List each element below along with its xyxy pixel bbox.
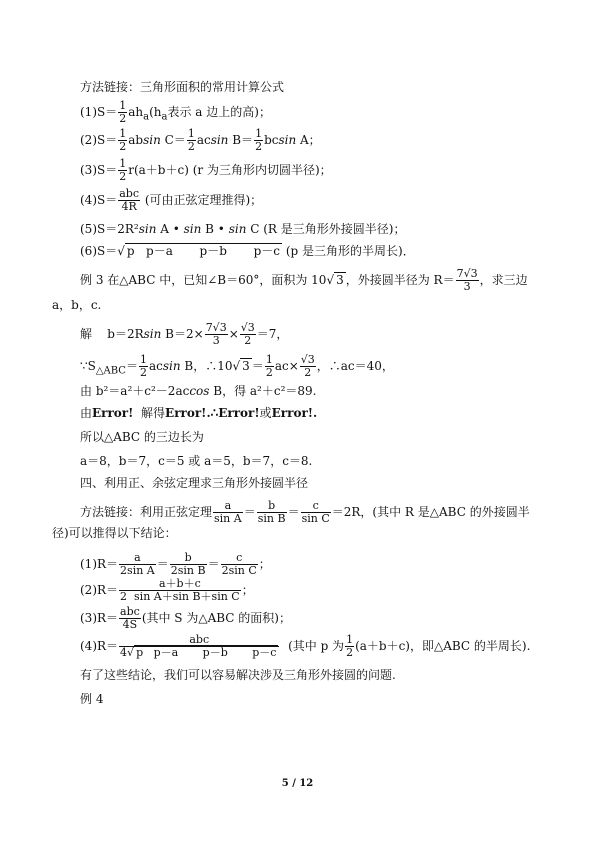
formula-5: (5)S＝2R²sin A • sin B • sin C (R 是三角形外接圆半径)； [80, 222, 406, 236]
example3-solution-2: $\because S_{\triangle ABC}=$ $\frac{1}{2}$ acsin B，∴10√ 3 ＝ $\frac{1}{2}$ ac× $\frac{√3}{2}$ ，∴ac＝40， [80, 353, 394, 379]
section4-closing: 有了这些结论，我们可以容易解决涉及三角形外接圆的问题. [80, 668, 396, 682]
example3-prompt: 例 3 在△ABC 中，已知∠B＝60°，面积为 10√ 3 ，外接圆半径为 R＝ $\frac{7√3}{3}$ ，求三边 [80, 267, 528, 293]
formula-1: (1)S＝ $\frac{1}{2}$ $ah_a(h_a$表示 a 边上的高)； [80, 99, 271, 125]
formula-4: (4)S＝ abc 4R (可由正弦定理推得)； [80, 187, 263, 213]
formula-2: (2)S＝ $\frac{1}{2}$ absin C＝ $\frac{1}{2}$ acsin B＝ $\frac{1}{2}$ bcsin A； [80, 127, 321, 153]
example3-solution-4: 由Error! 解得Error!.∴Error!或Error!. [80, 406, 318, 420]
radius-formula-3: (3)R＝ abc 4S (其中 S 为△ABC 的面积)； [80, 605, 291, 631]
formula-3: (3)S＝ $\frac{1}{2}$ r(a＋b＋c) (r 为三角形内切圆半径)； [80, 157, 332, 183]
method-heading: 方法链接：三角形面积的常用计算公式 [80, 80, 285, 94]
formula-6: (6)S＝√ p p－a p－b p－c (p 是三角形的半周长)． [80, 244, 415, 258]
radius-formula-1: (1)R＝ $\frac{a}{\text{2sin A}}$ ＝ $\frac{b}{\text{2sin B}}$ ＝ $\frac{c}{\text{2sin C}}$ ； [80, 551, 271, 577]
example3-solution-1: 解 b＝2Rsin B＝2× $\frac{7√3}{3}$ × $\frac{√3}{2}$ ＝7， [80, 321, 289, 347]
radius-formula-2: (2)R＝ $\frac{a+b+c}{\text{2 sin A＋sin B＋sin C}}$ ； [80, 577, 254, 603]
section4-title: 四、利用正、余弦定理求三角形外接圆半径 [80, 476, 309, 490]
example3-solution-5: 所以△ABC 的三边长为 [80, 430, 204, 444]
example4-label: 例 4 [80, 692, 104, 706]
radius-formula-4: (4)R＝ abc 4√ p p－a p－b p－c (其中 p 为 $\frac{1}{2}$ (a＋b＋c)，即△ABC 的半周长). [80, 633, 531, 659]
section4-intro: 方法链接：利用正弦定理 $\frac{a}{\text{sin A}}$ ＝ $\frac{b}{\text{sin B}}$ ＝ $\frac{c}{\text{sin C}}$ ＝2R，(其中 R 是△ABC 的外接圆半 [80, 499, 530, 525]
section4-intro-cont: 径)可以推得以下结论： [52, 526, 177, 540]
page-number: 5 / 12 [281, 778, 314, 789]
example3-prompt-cont: a，b，c. [52, 298, 102, 312]
example3-solution-6: a＝8，b＝7，c＝5 或 a＝5，b＝7，c＝8. [80, 454, 313, 468]
example3-solution-3: 由 b²＝a²＋c²－2accos B，得 a²＋c²＝89. [80, 384, 317, 398]
